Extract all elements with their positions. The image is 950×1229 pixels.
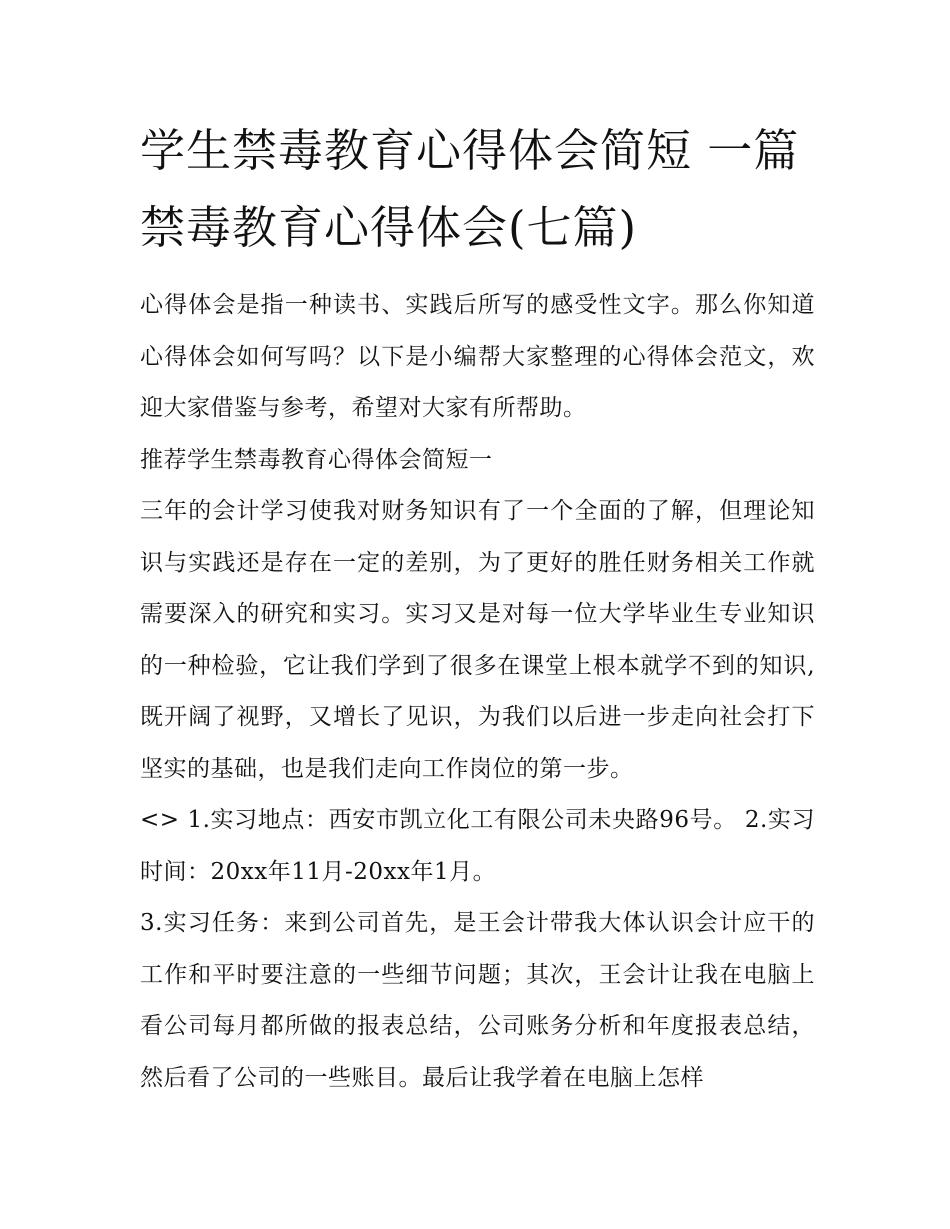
document-title: 学生禁毒教育心得体会简短 一篇禁毒教育心得体会(七篇) — [140, 124, 800, 254]
internship-info-paragraph: <> 1.实习地点：西安市凯立化工有限公司未央路96号。 2.实习时间：20xx年11月-20xx年1月。 — [140, 807, 815, 885]
section-heading: 推荐学生禁毒教育心得体会简短一 — [140, 446, 493, 473]
internship-task-paragraph: 3.实习任务：来到公司首先，是王会计带我大体认识会计应干的工作和平时要注意的一些细节问题；其次，王会计让我在电脑上看公司每月都所做的报表总结，公司账务分析和年度报表总结，然后看了公司的一些账目。最后让我学着在电脑上怎样 — [140, 910, 815, 1091]
body-paragraph: 三年的会计学习使我对财务知识有了一个全面的了解，但理论知识与实践还是存在一定的差别，为了更好的胜任财务相关工作就需要深入的研究和实习。实习又是对每一位大学毕业生专业知识的一种检验，它让我们学到了很多在课堂上根本就学不到的知识,既开阔了视野，又增长了见识，为我们以后进一步走向社会打下坚实的基础，也是我们走向工作岗位的第一步。 — [140, 498, 815, 782]
document-body — [140, 112, 815, 1104]
intro-paragraph: 心得体会是指一种读书、实践后所写的感受性文字。那么你知道心得体会如何写吗？以下是小编帮大家整理的心得体会范文，欢迎大家借鉴与参考，希望对大家有所帮助。 — [140, 292, 815, 421]
